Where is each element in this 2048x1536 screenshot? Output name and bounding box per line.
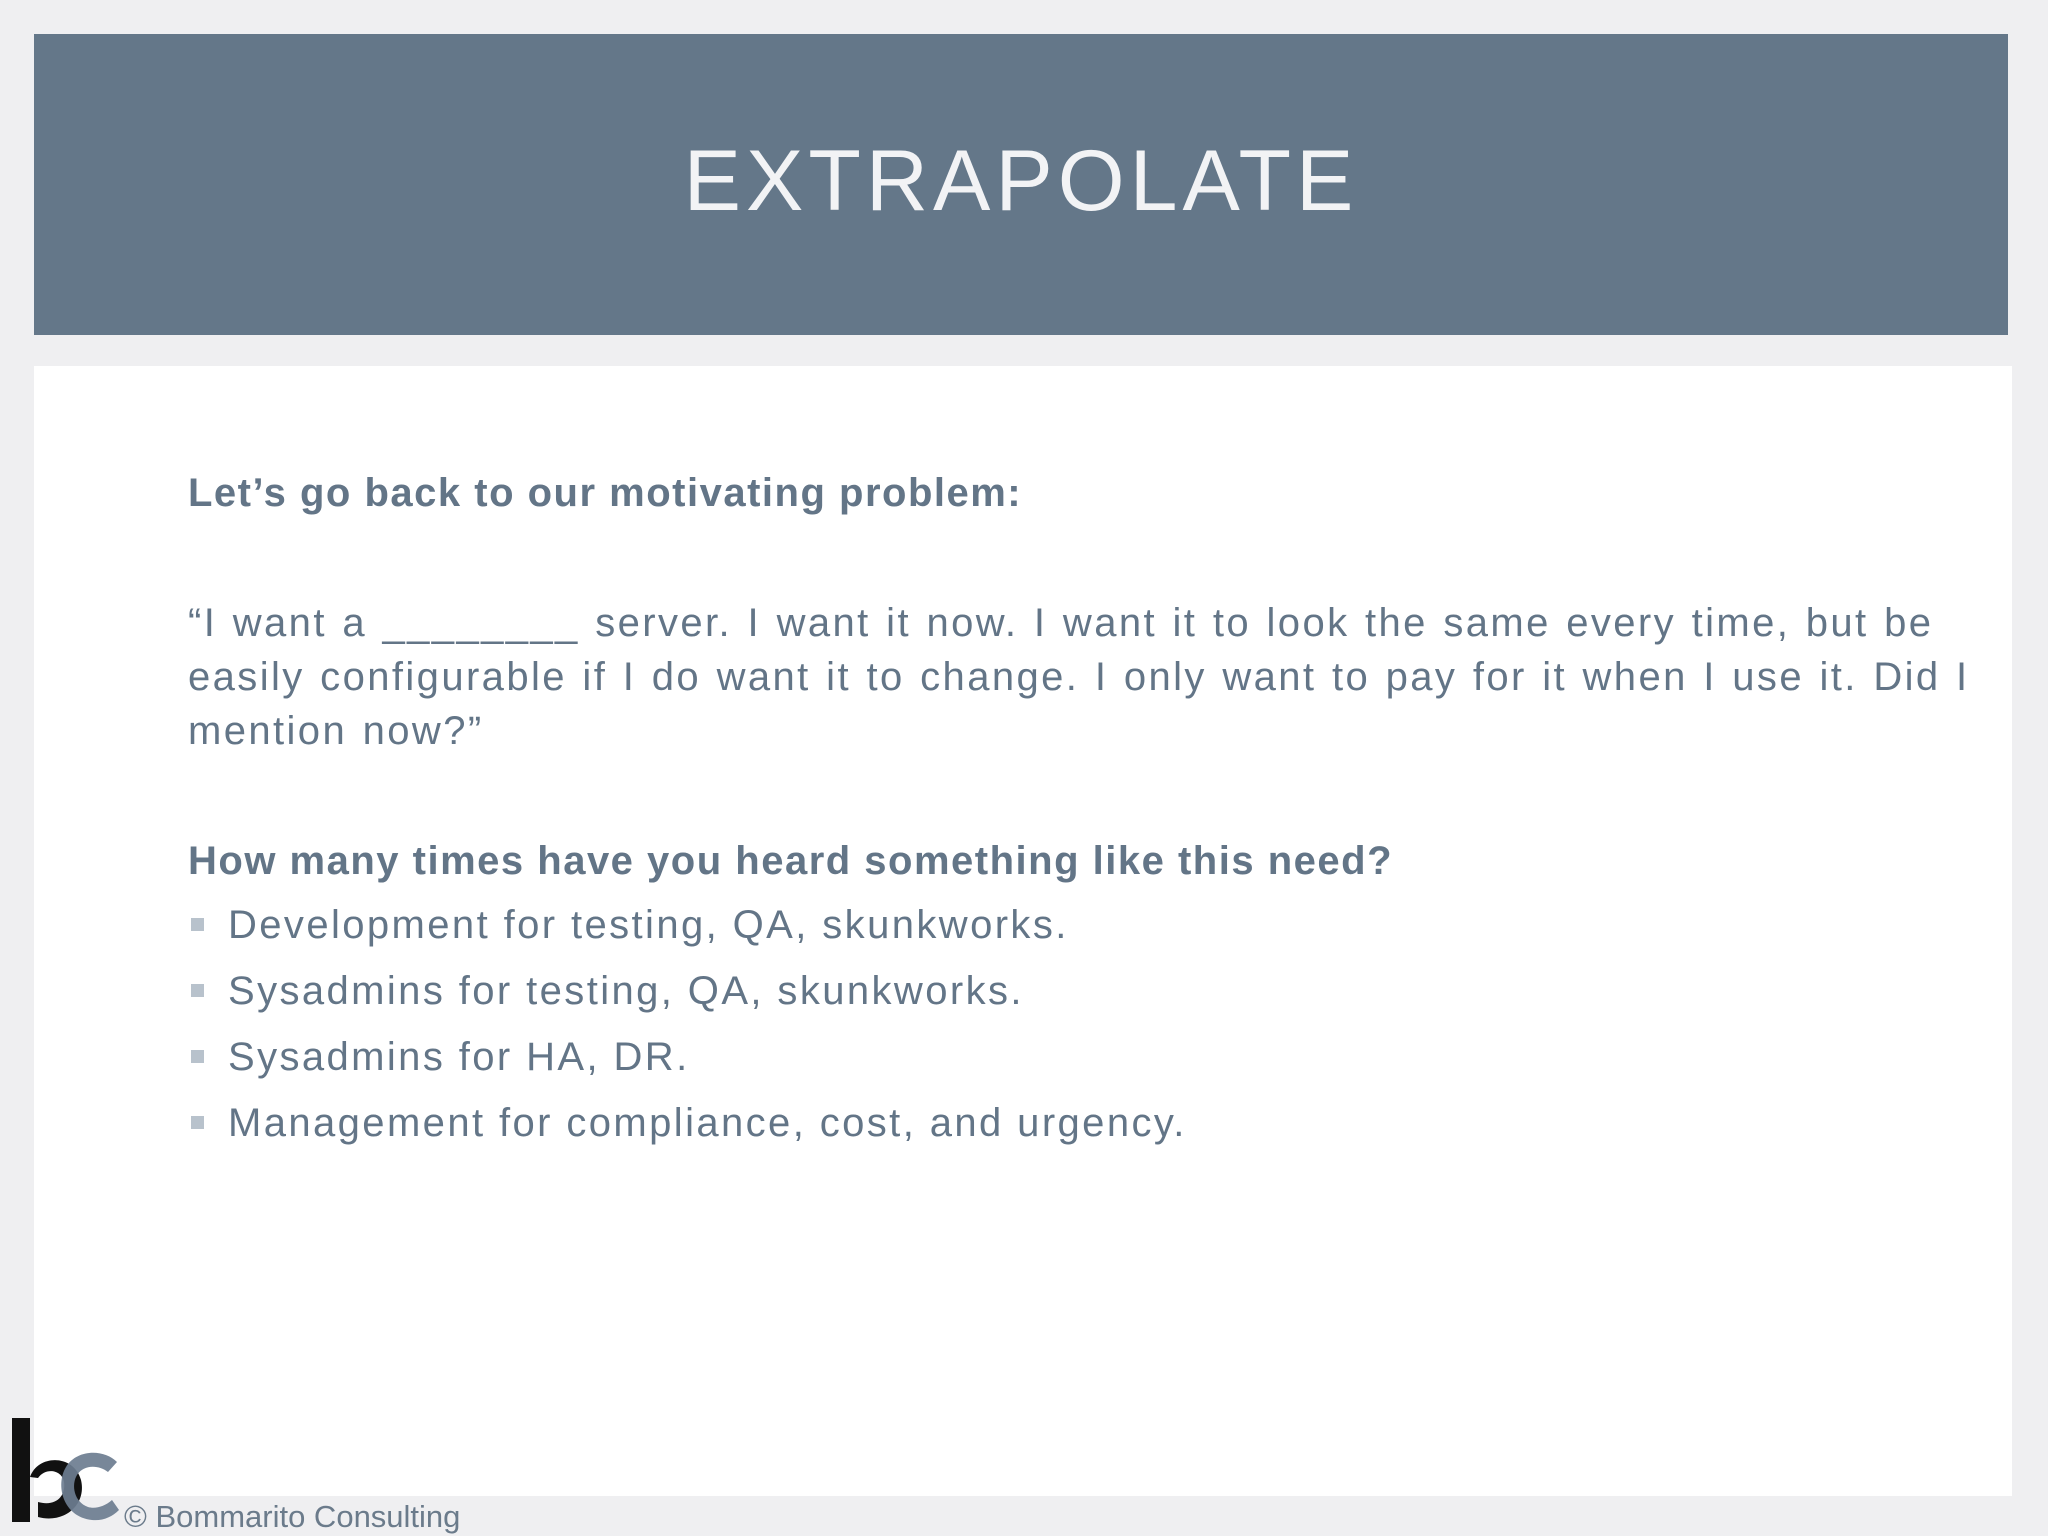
problem-quote: “I want a ________ server. I want it now. I want it to look the same every time, but be easily configurable if I do want it to change. I only want to pay for it when I use it. Did I mention now?” (188, 601, 1970, 753)
question-heading: How many times have you heard something like this need? (188, 839, 1393, 883)
bullet-text: Management for compliance, cost, and urgency. (228, 1101, 1187, 1145)
square-bullet-icon (191, 1116, 204, 1129)
bullet-text: Sysadmins for testing, QA, skunkworks. (228, 969, 1024, 1013)
content-panel (34, 366, 2012, 1496)
title-band (34, 34, 2008, 335)
copyright-notice: © Bommarito Consulting (124, 1499, 461, 1534)
square-bullet-icon (191, 918, 204, 931)
square-bullet-icon (191, 1050, 204, 1063)
bullet-item (188, 1096, 1978, 1150)
bullet-item (188, 898, 1978, 952)
bommarito-consulting-logo (8, 1412, 120, 1530)
bullet-item (188, 964, 1978, 1018)
slide-title: EXTRAPOLATE (683, 133, 1359, 229)
bullet-list (188, 898, 1978, 1150)
bullet-text: Development for testing, QA, skunkworks. (228, 903, 1069, 947)
bullet-text: Sysadmins for HA, DR. (228, 1035, 690, 1079)
square-bullet-icon (191, 984, 204, 997)
slide-content (188, 466, 1978, 1162)
intro-heading: Let’s go back to our motivating problem: (188, 471, 1023, 515)
bullet-item (188, 1030, 1978, 1084)
